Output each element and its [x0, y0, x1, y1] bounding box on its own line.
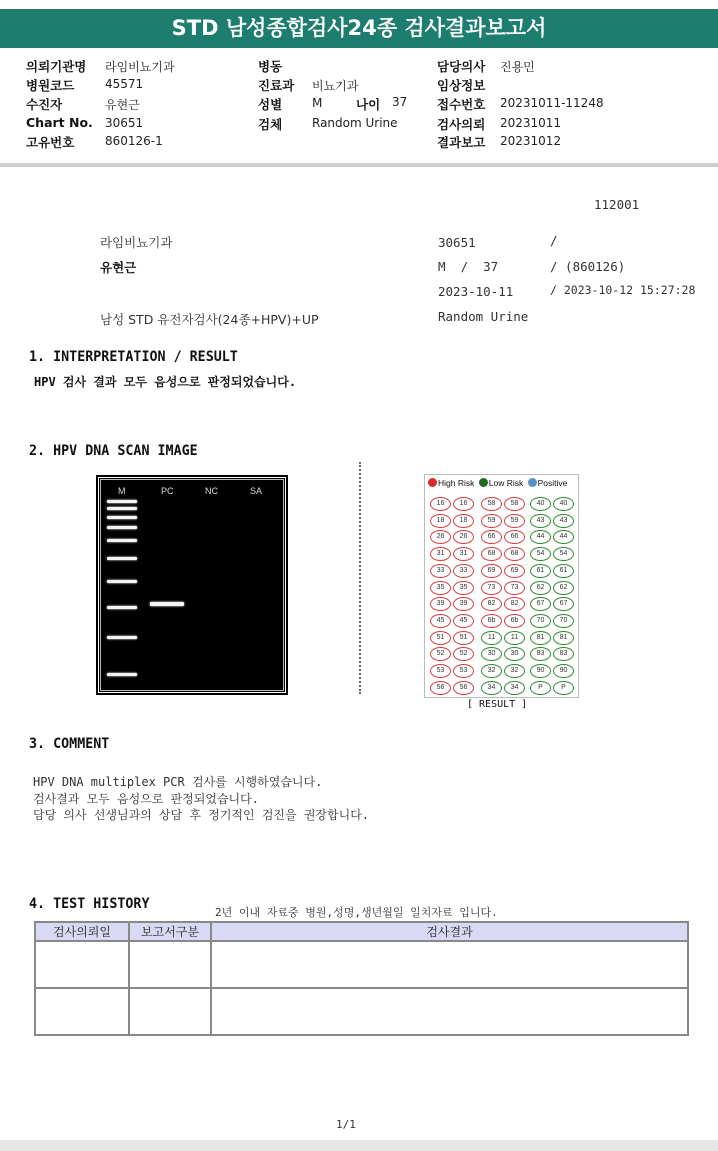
- comment-line-1: HPV DNA multiplex PCR 검사를 시행하였습니다.: [33, 775, 323, 789]
- hpv-type-marker: 62: [553, 581, 574, 595]
- header-label: 검체: [258, 117, 283, 132]
- hpv-type-marker: 34: [481, 681, 502, 695]
- legend-high-risk: High Risk: [438, 478, 475, 488]
- hpv-type-marker: 39: [430, 597, 451, 611]
- hpv-type-marker: 34: [504, 681, 525, 695]
- info-chart: 30651: [438, 235, 476, 250]
- gel-lane-sa: SA: [250, 486, 263, 496]
- hpv-type-marker: 6b: [504, 614, 525, 628]
- hpv-type-marker: 66: [481, 530, 502, 544]
- header-value: 860126-1: [105, 134, 163, 148]
- header-label: 고유번호: [26, 135, 75, 150]
- hpv-type-marker: 67: [530, 597, 551, 611]
- hpv-type-marker: 35: [430, 581, 451, 595]
- page-number: 1/1: [336, 1118, 356, 1131]
- table-row: [35, 988, 688, 1035]
- hpv-type-marker: 54: [553, 547, 574, 561]
- report-title: STD 남성종합검사24종 검사결과보고서: [0, 9, 718, 48]
- marker-band: [107, 673, 137, 676]
- marker-band: [107, 507, 137, 510]
- header-label: 병원코드: [26, 78, 75, 93]
- legend-positive: Positive: [537, 478, 568, 488]
- hpv-type-marker: 26: [453, 530, 474, 544]
- hpv-type-marker: 40: [553, 497, 574, 511]
- positive-dot-icon: [528, 478, 537, 487]
- hpv-type-marker: 69: [481, 564, 502, 578]
- hpv-type-marker: 44: [530, 530, 551, 544]
- info-report-datetime: / 2023-10-12 15:27:28: [550, 283, 696, 297]
- hpv-type-marker: 58: [481, 497, 502, 511]
- hpv-type-marker: 31: [430, 547, 451, 561]
- hpv-type-marker: 11: [504, 631, 525, 645]
- hpv-type-marker: 61: [530, 564, 551, 578]
- header-value: 20231011: [500, 116, 562, 130]
- hpv-type-marker: 73: [504, 581, 525, 595]
- hpv-type-marker: 53: [430, 664, 451, 678]
- marker-band: [107, 500, 137, 503]
- hpv-type-marker: 18: [453, 514, 474, 528]
- gel-image: [96, 475, 288, 695]
- marker-band: [107, 636, 137, 639]
- hpv-type-marker: 61: [553, 564, 574, 578]
- hpv-type-marker: 52: [430, 647, 451, 661]
- header-label: 담당의사: [437, 59, 486, 74]
- hpv-type-marker: 69: [504, 564, 525, 578]
- hpv-type-marker: 35: [453, 581, 474, 595]
- history-col-request-date: 검사의뢰일: [35, 922, 129, 941]
- hpv-type-marker: 31: [453, 547, 474, 561]
- header-label: 임상정보: [437, 78, 486, 93]
- hpv-type-marker: 70: [553, 614, 574, 628]
- header-label: Chart No.: [26, 115, 93, 130]
- hpv-type-marker: 83: [553, 647, 574, 661]
- hpv-type-marker: 45: [430, 614, 451, 628]
- hpv-type-marker: 40: [530, 497, 551, 511]
- hpv-type-marker: 51: [430, 631, 451, 645]
- header-label: 검사의뢰: [437, 117, 486, 132]
- info-specimen: Random Urine: [438, 309, 529, 324]
- section-2-title: 2. HPV DNA SCAN IMAGE: [29, 443, 198, 459]
- comment-line-2: 검사결과 모두 음성으로 판정되었습니다.: [33, 792, 259, 806]
- hpv-type-marker: 43: [530, 514, 551, 528]
- pc-band: [150, 602, 184, 606]
- section-1-title: 1. INTERPRETATION / RESULT: [29, 349, 238, 365]
- hpv-type-marker: 82: [504, 597, 525, 611]
- section-3-title: 3. COMMENT: [29, 736, 110, 752]
- bottom-bar: [0, 1140, 718, 1151]
- hpv-type-marker: 67: [553, 597, 574, 611]
- hpv-type-marker: 32: [481, 664, 502, 678]
- hpv-type-marker: 82: [481, 597, 502, 611]
- hpv-type-marker: 59: [481, 514, 502, 528]
- hpv-type-marker: 11: [481, 631, 502, 645]
- marker-band: [107, 516, 137, 519]
- hpv-type-marker: 66: [504, 530, 525, 544]
- hpv-type-marker: 83: [530, 647, 551, 661]
- hpv-type-marker: 73: [481, 581, 502, 595]
- scan-divider: [359, 462, 361, 694]
- hpv-type-marker: 30: [481, 647, 502, 661]
- hpv-type-marker: 68: [481, 547, 502, 561]
- header-value: 30651: [105, 116, 144, 130]
- interpretation-text: HPV 검사 결과 모두 음성으로 판정되었습니다.: [34, 375, 297, 389]
- hpv-type-marker: 51: [453, 631, 474, 645]
- hpv-type-marker: 39: [453, 597, 474, 611]
- info-clinic: 라임비뇨기과: [100, 235, 173, 250]
- header-value: 45571: [105, 77, 144, 91]
- hpv-type-marker: 26: [430, 530, 451, 544]
- header-label: 성별: [258, 97, 283, 112]
- header-label: 접수번호: [437, 97, 486, 112]
- info-id: / (860126): [550, 259, 626, 274]
- hpv-type-marker: 56: [430, 681, 451, 695]
- hpv-type-marker: 59: [504, 514, 525, 528]
- result-label: [ RESULT ]: [467, 699, 528, 710]
- hpv-type-marker: 70: [530, 614, 551, 628]
- history-col-result: 검사결과: [211, 922, 688, 941]
- test-code: 112001: [594, 197, 640, 212]
- info-test-name: 남성 STD 유전자검사(24종+HPV)+UP: [100, 312, 319, 327]
- gel-lane-pc: PC: [161, 486, 174, 496]
- hpv-type-marker: 52: [453, 647, 474, 661]
- header-value: 유현근: [105, 98, 140, 112]
- header-value: 20231012: [500, 134, 562, 148]
- header-label: 수진자: [26, 97, 63, 112]
- hpv-type-marker: 58: [504, 497, 525, 511]
- hpv-type-marker: 81: [553, 631, 574, 645]
- panel-legend: [428, 478, 567, 488]
- hpv-type-marker: 30: [504, 647, 525, 661]
- hpv-type-marker: 32: [504, 664, 525, 678]
- hpv-type-panel: [424, 474, 579, 698]
- info-date: 2023-10-11: [438, 284, 514, 299]
- header-label: 병동: [258, 59, 283, 74]
- header-label: 의뢰기관명: [26, 59, 87, 74]
- info-sex-age: M / 37: [438, 259, 499, 274]
- comment-line-3: 담당 의사 선생님과의 상담 후 정기적인 검진을 권장합니다.: [33, 808, 370, 822]
- low-risk-dot-icon: [479, 478, 488, 487]
- history-note: 2년 이내 자료중 병원,성명,생년월일 일치자료 입니다.: [215, 906, 498, 919]
- gel-lane-m: M: [118, 486, 126, 496]
- hpv-type-marker: 54: [530, 547, 551, 561]
- marker-band: [107, 539, 137, 542]
- header-label: 진료과: [258, 78, 295, 93]
- hpv-type-marker: 56: [453, 681, 474, 695]
- header-value: 비뇨기과: [312, 79, 359, 93]
- hpv-type-marker: 68: [504, 547, 525, 561]
- hpv-type-marker: 62: [530, 581, 551, 595]
- history-col-report-type: 보고서구분: [129, 922, 211, 941]
- info-patient: 유현근: [100, 260, 137, 275]
- header-divider: [0, 163, 718, 167]
- hpv-type-marker: 81: [530, 631, 551, 645]
- hpv-type-marker: P: [530, 681, 551, 695]
- gel-lane-nc: NC: [205, 486, 218, 496]
- header-value: 20231011-11248: [500, 96, 604, 110]
- age-label: 나이: [356, 97, 381, 112]
- hpv-type-marker: 90: [530, 664, 551, 678]
- age-value: 37: [392, 95, 408, 109]
- high-risk-dot-icon: [428, 478, 437, 487]
- hpv-type-marker: 43: [553, 514, 574, 528]
- marker-band: [107, 526, 137, 529]
- test-history-table: [34, 921, 689, 1036]
- hpv-type-marker: 33: [453, 564, 474, 578]
- header-value: 진용민: [500, 60, 535, 74]
- hpv-type-marker: 45: [453, 614, 474, 628]
- hpv-type-marker: 6b: [481, 614, 502, 628]
- hpv-type-marker: 16: [453, 497, 474, 511]
- hpv-type-marker: 16: [430, 497, 451, 511]
- marker-band: [107, 606, 137, 609]
- info-slash: /: [550, 233, 558, 248]
- hpv-type-marker: 90: [553, 664, 574, 678]
- header-value: Random Urine: [312, 116, 398, 130]
- legend-low-risk: Low Risk: [488, 478, 524, 488]
- section-4-title: 4. TEST HISTORY: [29, 896, 150, 912]
- marker-band: [107, 557, 137, 560]
- header-value: M: [312, 96, 323, 110]
- table-row: [35, 941, 688, 988]
- hpv-type-marker: 33: [430, 564, 451, 578]
- hpv-type-marker: 53: [453, 664, 474, 678]
- hpv-type-marker: P: [553, 681, 574, 695]
- header-label: 결과보고: [437, 135, 486, 150]
- hpv-type-marker: 44: [553, 530, 574, 544]
- header-value: 라임비뇨기과: [105, 60, 175, 74]
- marker-band: [107, 580, 137, 583]
- hpv-type-marker: 18: [430, 514, 451, 528]
